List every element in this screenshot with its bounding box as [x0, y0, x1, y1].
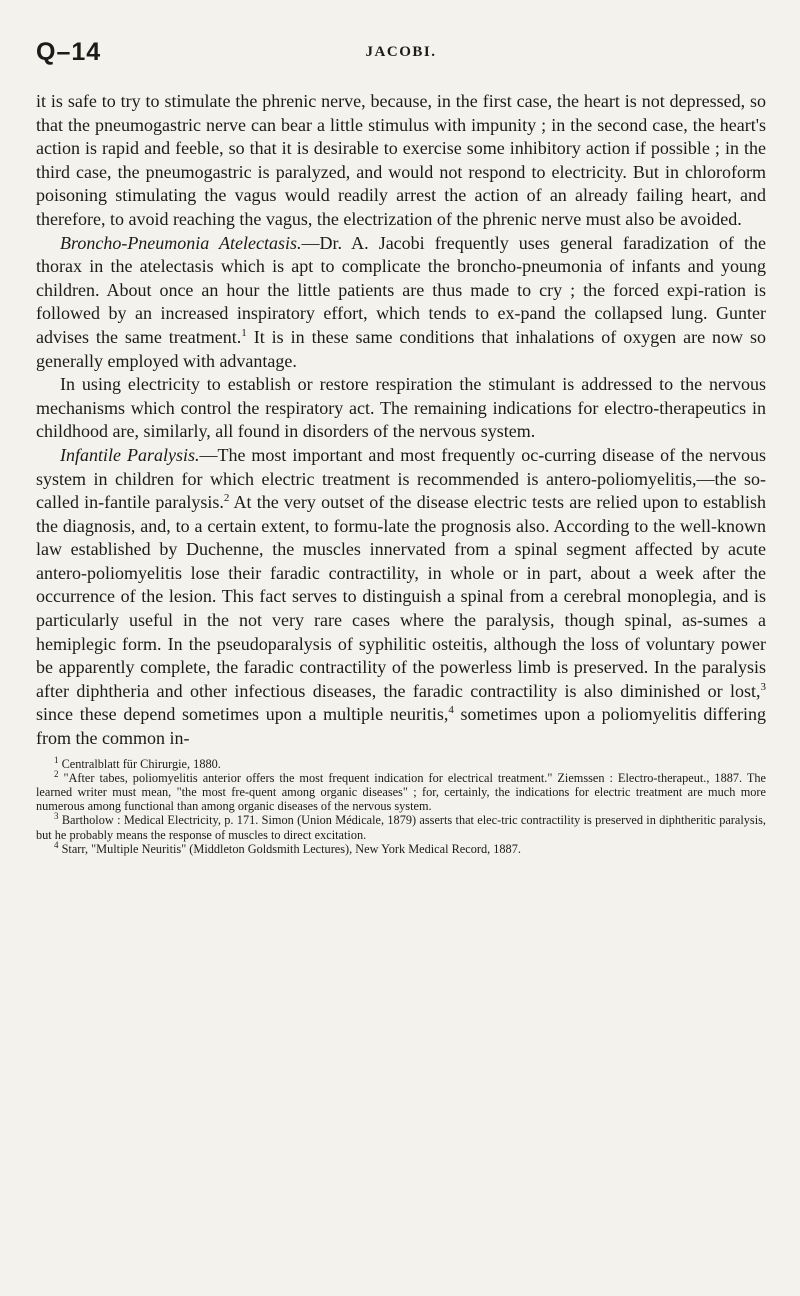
paragraph-text: —The most important and most frequently oc-curring disease of the nervous system in children for which electric treatment is recommended is antero-poliomyelitis,—the so-called in-fantile paralysis. [36, 444, 766, 513]
section-heading: Infantile Paralysis. [60, 444, 200, 465]
footnote [36, 754, 766, 771]
paragraph-text: It is in these same conditions that inhalations of oxygen are now so generally employed with advantage. [36, 326, 767, 371]
footnote-text: Starr, "Multiple Neuritis" (Middleton Goldsmith Lectures), New York Medical Record, 1887. [58, 841, 521, 856]
page-header [36, 38, 766, 74]
footnote-text: Bartholow : Medical Electricity, p. 171. Simon (Union Médicale, 1879) asserts that elec-tric contractility is preserved in diphtheritic paralysis, but he probably means the response of muscles to direct excitation. [36, 813, 766, 842]
paragraph [36, 232, 766, 374]
paragraph-text: sometimes upon a poliomyelitis differing from the common in- [36, 704, 766, 749]
footnote-ref: 4 [448, 704, 454, 717]
footnotes [36, 754, 766, 856]
page-number: Q–14 [36, 38, 102, 66]
paragraph [36, 444, 766, 751]
running-head: JACOBI. [365, 44, 437, 60]
paragraph: it is safe to try to stimulate the phrenic nerve, because, in the first case, the heart is not depressed, so that the pneumogastric nerve can bear a little stimulus with impunity ; in the second case, the heart's action is rapid and feeble, so that it is desirable to exercise some inhibitory action if possible ; in the third case, the pneumogastric is paralyzed, and would not respond to electricity. But in chloroform poisoning stimulating the vagus would readily arrest the action of an already failing heart, and therefore, to avoid reaching the vagus, the electrization of the phrenic nerve must also be avoided. [36, 91, 766, 229]
body-text [36, 90, 766, 751]
footnote-ref: 3 [760, 680, 766, 693]
paragraph: In using electricity to establish or restore respiration the stimulant is addressed to the nervous mechanisms which control the respiratory act. The remaining indications for electro-therapeutics in childhood are, similarly, all found in disorders of the nervous system. [36, 374, 766, 442]
footnote [36, 768, 766, 814]
footnote-mark: 4 [54, 839, 59, 850]
footnote-text: "After tabes, poliomyelitis anterior offers the most frequent indication for electrical treatment." Ziemssen : Electro-therapeut., 1887. The learned writer must mean, "the most fre-quent among organic diseases" ; for, certainly, the indications for electric treatment are much more numerous among functional than among organic diseases of the nervous system. [36, 770, 766, 814]
footnote-ref: 1 [241, 326, 247, 339]
footnote-mark: 3 [54, 811, 59, 822]
footnote-mark: 1 [54, 754, 59, 765]
paragraph-text: At the very outset of the disease electric tests are relied upon to establish the diagnosis, and, to a certain extent, to formu-late the prognosis also. According to the well-known law established by Duchenne, the muscles innervated from a spinal segment affected by acute antero-poliomyelitis lose their faradic contractility, in whole or in part, about a week after the occurrence of the lesion. This fact serves to distinguish a spinal from a cerebral monoplegia, and is particularly useful in the not very rare cases where the paralysis, though spinal, as-sumes a hemiplegic form. In the pseudoparalysis of syphilitic osteitis, although the loss of voluntary power be apparently complete, the faradic contractility of the powerless limb is preserved. In the paralysis after diphtheria and other infectious diseases, the faradic contractility is also diminished or lost, [36, 492, 766, 701]
footnote [36, 839, 766, 856]
footnote-mark: 2 [54, 768, 59, 779]
paragraph-text: since these depend sometimes upon a multiple neuritis, [36, 704, 449, 725]
footnote [36, 813, 766, 841]
footnote-ref: 2 [223, 492, 230, 505]
section-heading: Broncho-Pneumonia Atelectasis. [60, 232, 302, 253]
footnote-text: Centralblatt für Chirurgie, 1880. [58, 756, 221, 771]
paragraph-text: —Dr. A. Jacobi frequently uses general faradization of the thorax in the atelectasis which is apt to complicate the broncho-pneumonia of infants and young children. About once an hour the little patients are thus made to cry ; the forced expi-ration is followed by an increased inspiratory effort, which tends to ex-pand the collapsed lung. Gunter advises the same treatment. [36, 232, 766, 347]
